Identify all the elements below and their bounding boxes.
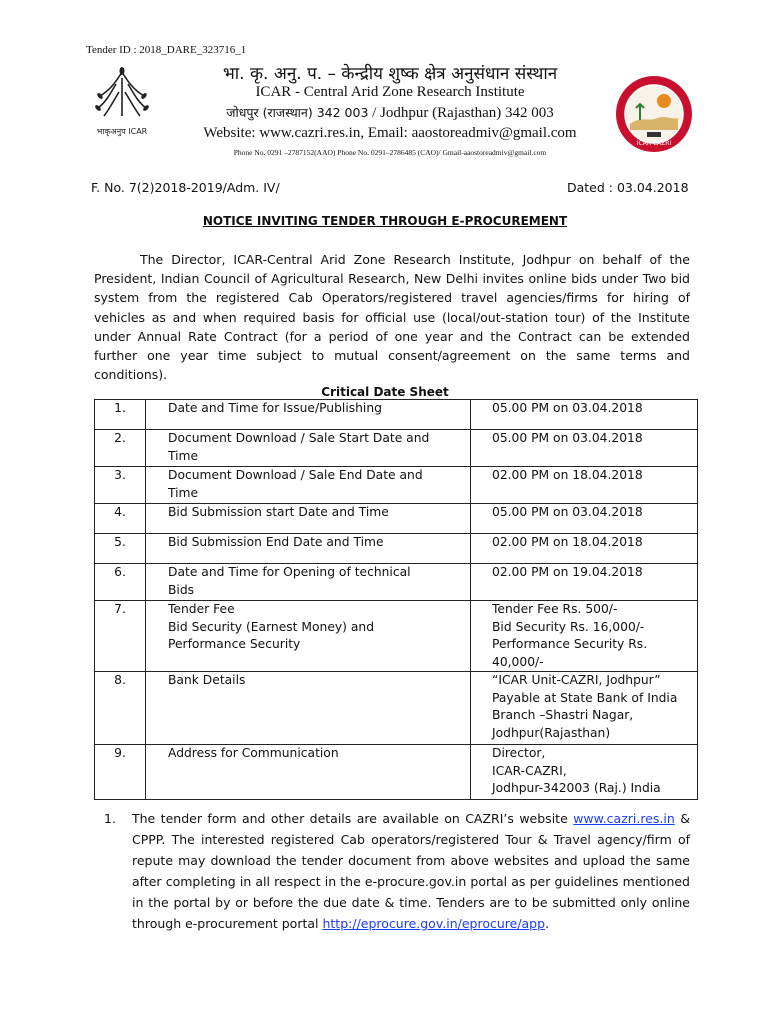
website-email-line: Website: www.cazri.res.in, Email: aaostoreadmiv@gmail.com [203, 125, 577, 141]
value-line: Jodhpur-342003 (Raj.) India [492, 781, 661, 795]
critical-date-row [95, 601, 698, 672]
row-description [146, 430, 471, 467]
row-number: 6. [95, 564, 146, 601]
phone-line: Phone No. 0291 –2787152(AAO) Phone No. 0291–2786485 (CAO)/ Gmail-aaostoreadmiv@gmail.com [233, 148, 547, 157]
value-line: Director, [492, 746, 546, 760]
value-line: “ICAR Unit-CAZRI, Jodhpur” [492, 673, 661, 687]
row-number: 1. [95, 400, 146, 430]
value-line: Payable at State Bank of India [492, 690, 678, 705]
description-line: Address for Communication [168, 746, 339, 760]
description-line: Date and Time for Issue/Publishing [168, 401, 382, 415]
intro-text: The Director, ICAR-Central Arid Zone Research Institute, Jodhpur on behalf of the President, Indian Council of Agricultural Research, New Delhi invites online bids under Two bid system from the registered Cab Operators/registered travel agencies/firms for hiring of vehicles as and when required basis for official use (local/out-station tour) of the Institute under Annual Rate Contract (for a period of one year and the Contract can be extended further one year time subject to mutual consent/agreement on the same terms and conditions). [94, 252, 690, 383]
value-line: 05.00 PM on 03.04.2018 [492, 431, 643, 445]
row-value [471, 534, 698, 564]
para-text-middle: & CPPP. The interested registered Cab operators/registered Tour & Travel agency/firm of repute may download the tender document from above websites and upload the same after completing in all respect in the e-procure.gov.in portal as per guidelines mentioned in the portal by or before the due date & time. Tenders are to be submitted only online through e-procurement portal [132, 811, 690, 931]
cazri-website-link[interactable]: www.cazri.res.in [573, 811, 675, 826]
value-line: 05.00 PM on 03.04.2018 [492, 505, 643, 519]
paragraph-number: 1. [104, 811, 116, 826]
description-line: Time [168, 448, 199, 463]
description-line: Bank Details [168, 673, 246, 687]
row-value [471, 564, 698, 601]
row-number: 2. [95, 430, 146, 467]
row-description [146, 504, 471, 534]
description-line: Date and Time for Opening of technical [168, 565, 411, 579]
value-line: Branch –Shastri Nagar, [492, 708, 634, 722]
description-line: Bid Submission start Date and Time [168, 505, 389, 519]
para-text-before: The tender form and other details are available on CAZRI’s website [132, 811, 574, 826]
cazri-logo-text: ICAR-CAZRI [636, 140, 672, 147]
paragraph-text [132, 808, 690, 934]
row-value [471, 430, 698, 467]
description-line: Bid Security (Earnest Money) and [168, 619, 375, 634]
value-line: ICAR-CAZRI, [492, 763, 567, 778]
critical-date-row [95, 534, 698, 564]
critical-date-row [95, 430, 698, 467]
file-number: F. No. 7(2)2018-2019/Adm. IV/ [91, 180, 280, 195]
description-line: Time [168, 485, 199, 500]
description-line: Document Download / Sale End Date and [168, 468, 423, 482]
address-english: / Jodhpur (Rajasthan) 342 003 [372, 105, 554, 121]
paragraph-1 [104, 808, 690, 934]
row-number: 4. [95, 504, 146, 534]
value-line: Bid Security Rs. 16,000/- [492, 619, 645, 634]
row-number: 5. [95, 534, 146, 564]
critical-date-row [95, 467, 698, 504]
value-line: 02.00 PM on 18.04.2018 [492, 535, 643, 549]
row-value [471, 601, 698, 672]
row-description [146, 400, 471, 430]
critical-sheet-title: Critical Date Sheet [321, 385, 449, 399]
row-value [471, 467, 698, 504]
description-line: Performance Security [168, 637, 301, 651]
row-number: 8. [95, 672, 146, 745]
row-description [146, 467, 471, 504]
value-line: 05.00 PM on 03.04.2018 [492, 401, 643, 415]
critical-date-row [95, 504, 698, 534]
row-number: 7. [95, 601, 146, 672]
description-line: Bids [168, 582, 195, 597]
address-hindi: जोधपुर (राजस्थान) 342 003 [226, 105, 369, 120]
value-line: Performance Security Rs. 40,000/- [492, 637, 648, 669]
critical-date-row [95, 400, 698, 430]
row-description [146, 672, 471, 745]
institute-name: ICAR - Central Arid Zone Research Institute [255, 84, 525, 100]
critical-date-row [95, 745, 698, 800]
icar-logo-text: भाकृअनुप ICAR [96, 127, 148, 136]
row-value [471, 672, 698, 745]
tender-id: Tender ID : 2018_DARE_323716_1 [86, 44, 247, 56]
row-number: 9. [95, 745, 146, 800]
intro-paragraph [94, 250, 690, 384]
critical-date-row [95, 564, 698, 601]
row-description [146, 534, 471, 564]
value-line: 02.00 PM on 19.04.2018 [492, 565, 643, 579]
description-line: Document Download / Sale Start Date and [168, 431, 430, 445]
row-value [471, 745, 698, 800]
eprocure-portal-link[interactable]: http://eprocure.gov.in/eprocure/app [322, 916, 546, 931]
cazri-logo [614, 74, 694, 154]
icar-logo [86, 64, 158, 144]
description-line: Tender Fee [168, 602, 235, 616]
critical-date-row [95, 672, 698, 745]
description-line: Bid Submission End Date and Time [168, 535, 384, 549]
date-line: Dated : 03.04.2018 [567, 180, 689, 195]
row-number: 3. [95, 467, 146, 504]
address-line [170, 104, 610, 122]
para-text-after: . [545, 916, 550, 931]
row-value [471, 400, 698, 430]
row-value [471, 504, 698, 534]
row-description [146, 601, 471, 672]
critical-date-table [94, 399, 698, 800]
hindi-title: भा. कृ. अनु. प. – केन्द्रीय शुष्क क्षेत्र अनुसंधान संस्थान [222, 64, 558, 84]
value-line: Jodhpur(Rajasthan) [492, 725, 611, 740]
row-description [146, 745, 471, 800]
value-line: 02.00 PM on 18.04.2018 [492, 468, 643, 482]
value-line: Tender Fee Rs. 500/- [492, 602, 618, 616]
row-description [146, 564, 471, 601]
notice-title: NOTICE INVITING TENDER THROUGH E-PROCUREMENT [202, 214, 568, 228]
